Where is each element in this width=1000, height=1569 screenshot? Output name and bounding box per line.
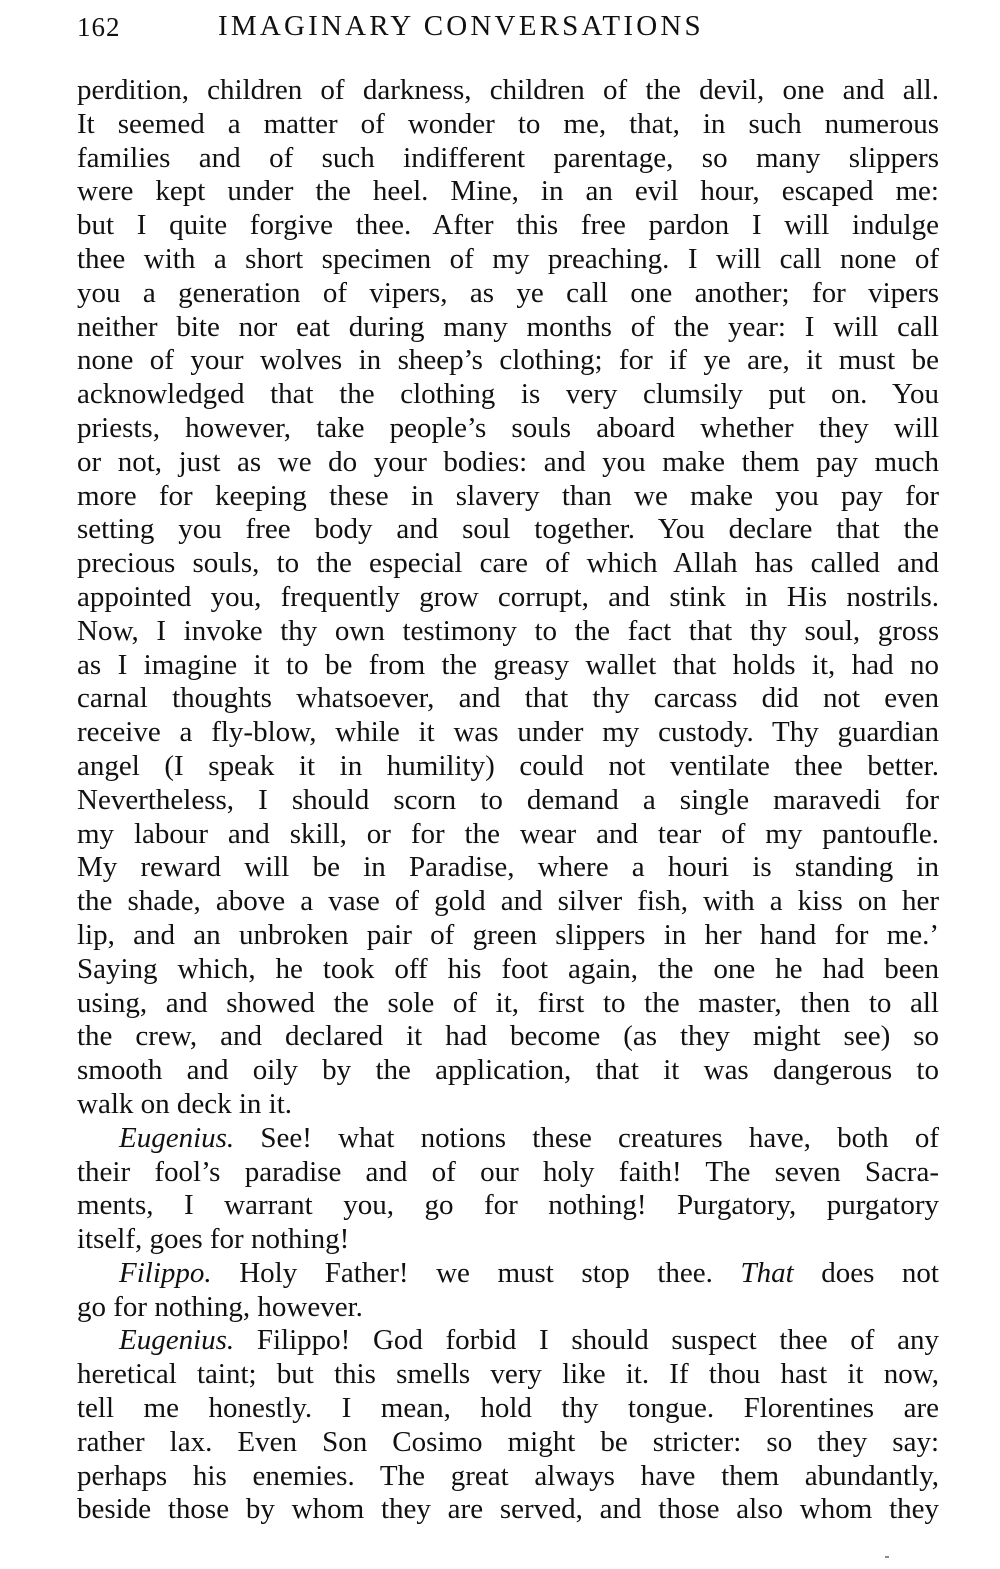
text-line: walk on deck in it. [77, 1087, 293, 1120]
scan-speck [885, 1556, 889, 1558]
text-line: families and of such indifferent parentage, so many slippers [77, 141, 939, 174]
text-line: beside those by whom they are served, and those also whom they [77, 1493, 939, 1526]
text-line: my labour and skill, or for the wear and tear of my pantoufle. [77, 817, 939, 850]
speaker-name: Eugenius. [119, 1324, 235, 1357]
text-line: Nevertheless, I should scorn to demand a single maravedi for [77, 783, 939, 816]
speech-text: See! what notions these creatures have, both of [234, 1121, 939, 1154]
book-page [77, 8, 939, 1527]
text-line: using, and showed the sole of it, first to the master, then to all [77, 986, 939, 1019]
text-line: neither bite nor eat during many months of the year: I will call [77, 310, 939, 343]
text-line: the crew, and declared it had become (as they might see) so [77, 1020, 939, 1053]
text-line: were kept under the heel. Mine, in an evil hour, escaped me: [77, 175, 939, 208]
text-line: thee with a short specimen of my preaching. I will call none of [77, 242, 939, 275]
text-line: tell me honestly. I mean, hold thy tongue. Florentines are [77, 1392, 939, 1425]
text-line: more for keeping these in slavery than we make you pay for [77, 479, 939, 512]
body-text [77, 74, 939, 1527]
text-line: setting you free body and soul together. You declare that the [77, 513, 939, 546]
text-line: none of your wolves in sheep’s clothing; for if ye are, it must be [77, 344, 939, 377]
speaker-name: Filippo. [119, 1256, 212, 1289]
text-line: you a generation of vipers, as ye call one another; for vipers [77, 276, 939, 309]
running-head [77, 8, 939, 46]
text-line: My reward will be in Paradise, where a houri is standing in [77, 851, 939, 884]
text-line: as I imagine it to be from the greasy wallet that holds it, had no [77, 648, 939, 681]
text-line: priests, however, take people’s souls aboard whether they will [77, 411, 939, 444]
page-number: 162 [77, 12, 121, 42]
text-line: lip, and an unbroken pair of green slippers in her hand for me.’ [77, 918, 939, 951]
speech-line [77, 1324, 939, 1358]
text-line: but I quite forgive thee. After this free pardon I will indulge [77, 209, 939, 242]
text-line: perhaps his enemies. The great always have them abundantly, [77, 1459, 939, 1492]
text-line: their fool’s paradise and of our holy faith! The seven Sacra- [77, 1155, 939, 1188]
speech-line [77, 1122, 939, 1156]
emphasis-text: That [740, 1256, 794, 1289]
text-line: Saying which, he took off his foot again, the one he had been [77, 952, 939, 985]
text-line: carnal thoughts whatsoever, and that thy carcass did not even [77, 682, 939, 715]
text-line: perdition, children of darkness, children of the devil, one and all. [77, 74, 939, 106]
speech-text: Holy Father! we must stop thee. [211, 1256, 741, 1289]
speech-line [77, 1257, 939, 1291]
running-title: IMAGINARY CONVERSATIONS [218, 10, 704, 42]
speech-text: does not [793, 1256, 939, 1289]
text-line: heretical taint; but this smells very like it. If thou hast it now, [77, 1358, 939, 1391]
text-line: acknowledged that the clothing is very clumsily put on. You [77, 378, 939, 411]
speaker-name: Eugenius. [119, 1121, 235, 1154]
text-line: ments, I warrant you, go for nothing! Purgatory, purgatory [77, 1189, 939, 1222]
text-line: angel (I speak it in humility) could not ventilate thee better. [77, 749, 939, 782]
text-line: It seemed a matter of wonder to me, that, in such numerous [77, 107, 939, 140]
text-line: the shade, above a vase of gold and silver fish, with a kiss on her [77, 885, 939, 918]
text-line: rather lax. Even Son Cosimo might be stricter: so they say: [77, 1425, 939, 1458]
speech-text: Filippo! God forbid I should suspect thee of any [234, 1324, 939, 1357]
text-line: go for nothing, however. [77, 1290, 363, 1323]
text-line: or not, just as we do your bodies: and you make them pay much [77, 445, 939, 478]
text-line: receive a fly-blow, while it was under my custody. Thy guardian [77, 716, 939, 749]
text-line: smooth and oily by the application, that it was dangerous to [77, 1054, 939, 1087]
text-line: Now, I invoke thy own testimony to the fact that thy soul, gross [77, 614, 939, 647]
text-line: itself, goes for nothing! [77, 1223, 350, 1256]
text-line: precious souls, to the especial care of which Allah has called and [77, 547, 939, 580]
text-line: appointed you, frequently grow corrupt, and stink in His nostrils. [77, 580, 939, 613]
